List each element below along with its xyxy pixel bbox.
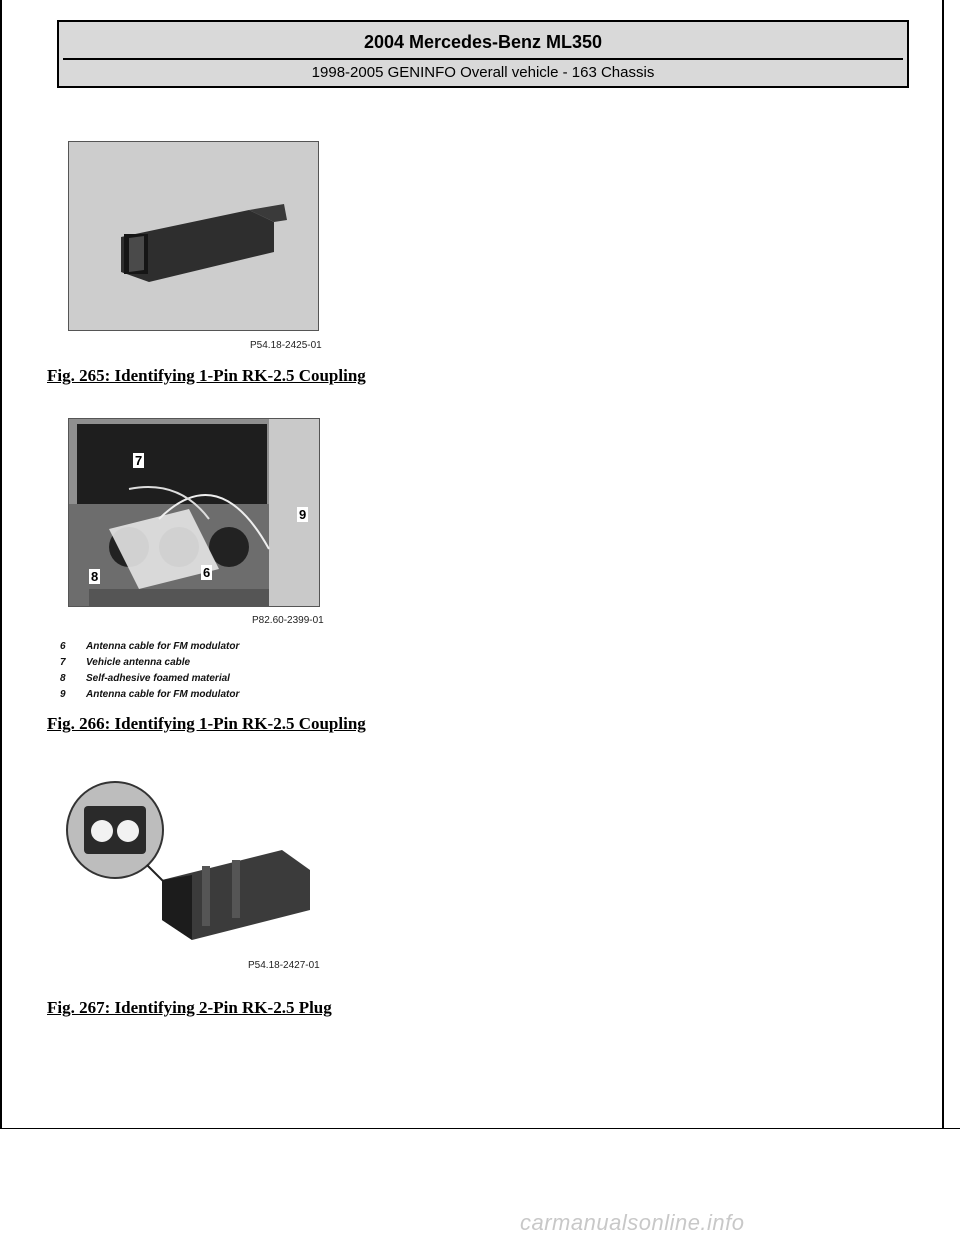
legend-row [60, 686, 239, 702]
legend-text: Antenna cable for FM modulator [86, 688, 240, 700]
figure-267-image [62, 770, 322, 950]
document-header [57, 20, 909, 88]
figure-266-legend [60, 638, 239, 702]
page-bottom-line [0, 1128, 960, 1129]
legend-text: Vehicle antenna cable [86, 656, 191, 668]
figure-265-code: P54.18-2425-01 [250, 340, 322, 351]
legend-text: Antenna cable for FM modulator [86, 640, 240, 652]
plug-illustration [62, 770, 322, 950]
figure-267-caption: Fig. 267: Identifying 2-Pin RK-2.5 Plug [47, 998, 332, 1017]
callout-9: 9 [299, 507, 307, 522]
callout-6: 6 [203, 565, 211, 580]
page-border-left [0, 0, 2, 1128]
figure-267-code: P54.18-2427-01 [248, 960, 320, 971]
callout-7: 7 [135, 453, 143, 468]
figure-266-caption: Fig. 266: Identifying 1-Pin RK-2.5 Coupling [47, 714, 366, 733]
legend-text: Self-adhesive foamed material [86, 672, 230, 684]
legend-row [60, 670, 239, 686]
page-border-right [942, 0, 944, 1128]
watermark: carmanualsonline.info [520, 1210, 745, 1235]
figure-265-caption: Fig. 265: Identifying 1-Pin RK-2.5 Coupling [47, 366, 366, 385]
dashboard-illustration [69, 419, 320, 607]
figure-265-image [68, 141, 319, 331]
header-title: 2004 Mercedes-Benz ML350 [363, 32, 603, 52]
legend-row [60, 654, 239, 670]
figure-266-image [68, 418, 320, 607]
header-subtitle: 1998-2005 GENINFO Overall vehicle - 163 Chassis [311, 64, 655, 81]
header-divider [63, 58, 903, 60]
legend-number: 9 [60, 688, 66, 700]
legend-row [60, 638, 239, 654]
legend-number: 7 [60, 656, 66, 668]
figure-266-code: P82.60-2399-01 [252, 615, 324, 626]
connector-illustration [69, 142, 319, 331]
legend-number: 6 [60, 640, 66, 652]
callout-8: 8 [91, 569, 99, 584]
legend-number: 8 [60, 672, 66, 684]
